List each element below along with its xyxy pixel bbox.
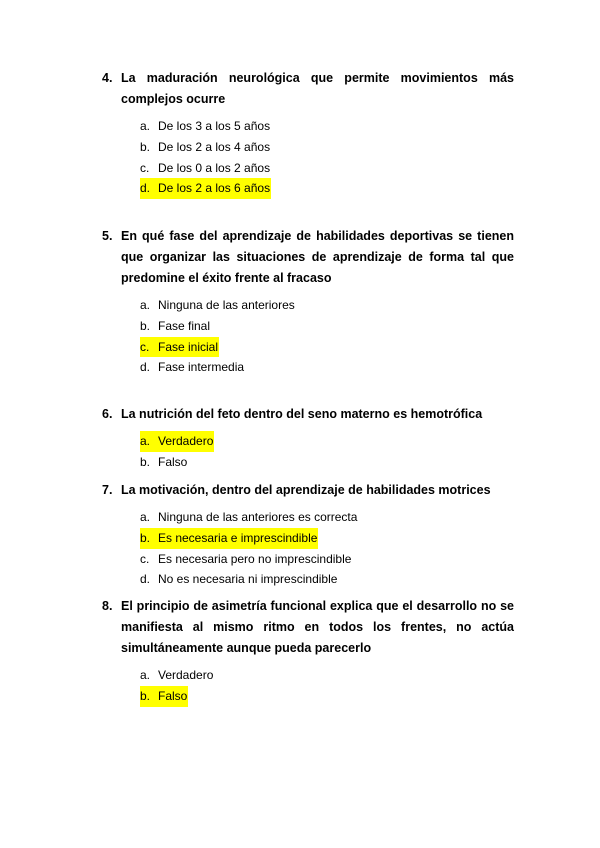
option-text: Es necesaria e imprescindible xyxy=(158,530,318,545)
option-text: Fase intermedia xyxy=(158,360,245,375)
option-letter: c. xyxy=(140,339,150,354)
answer-option-c xyxy=(140,549,514,570)
answer-option-b xyxy=(140,452,514,473)
answer-options xyxy=(102,116,514,199)
question-text: La nutrición del feto dentro del seno materno es hemotrófica xyxy=(121,407,483,421)
option-letter: d. xyxy=(140,360,151,375)
option-text: No es necesaria ni imprescindible xyxy=(158,572,338,587)
answer-option-a xyxy=(140,116,514,137)
option-text: Es necesaria pero no imprescindible xyxy=(158,551,352,566)
option-letter: c. xyxy=(140,551,150,566)
question-number: 7. xyxy=(102,483,113,497)
option-letter: a. xyxy=(140,298,151,312)
question-number: 8. xyxy=(102,599,113,613)
option-text: Verdadero xyxy=(158,434,214,448)
option-letter: a. xyxy=(140,668,151,682)
question-text: La maduración neurológica que permite movimientos más complejos ocurre xyxy=(121,71,514,106)
answer-option-a xyxy=(140,507,514,528)
option-text: Falso xyxy=(158,454,188,469)
question-stem xyxy=(102,226,514,289)
option-text: Verdadero xyxy=(158,668,214,682)
question-6 xyxy=(102,404,514,473)
answer-option-d-highlighted xyxy=(140,178,514,199)
option-text: De los 0 a los 2 años xyxy=(158,160,271,175)
question-text: El principio de asimetría funcional explica que el desarrollo no se manifiesta al mismo ritmo en todos los frentes, no actúa simultáneamente aunque pueda parecerlo xyxy=(121,599,514,655)
answer-option-a-highlighted xyxy=(140,431,514,452)
highlight-mark xyxy=(140,686,188,707)
question-4 xyxy=(102,68,514,199)
answer-option-c xyxy=(140,158,514,179)
answer-option-b xyxy=(140,137,514,158)
option-letter: b. xyxy=(140,688,151,703)
option-letter: b. xyxy=(140,318,151,333)
question-7 xyxy=(102,480,514,590)
option-text: Ninguna de las anteriores xyxy=(158,298,295,312)
option-letter: d. xyxy=(140,181,151,196)
answer-option-a xyxy=(140,665,514,686)
option-text: Fase final xyxy=(158,318,211,333)
question-text: En qué fase del aprendizaje de habilidades deportivas se tienen que organizar las situaciones de aprendizaje de forma tal que predomine el éxito frente al fracaso xyxy=(121,229,514,285)
answer-option-a xyxy=(140,295,514,316)
option-text: De los 3 a los 5 años xyxy=(158,119,271,133)
option-letter: a. xyxy=(140,510,151,524)
answer-option-b-highlighted xyxy=(140,686,514,707)
answer-option-d xyxy=(140,357,514,378)
option-letter: a. xyxy=(140,119,151,133)
option-text: De los 2 a los 6 años xyxy=(158,181,271,196)
question-8 xyxy=(102,596,514,707)
question-stem xyxy=(102,596,514,659)
answer-option-b xyxy=(140,316,514,337)
answer-option-d xyxy=(140,569,514,590)
question-stem xyxy=(102,480,514,501)
option-letter: d. xyxy=(140,572,151,587)
question-stem xyxy=(102,404,514,425)
option-letter: b. xyxy=(140,530,151,545)
answer-option-c-highlighted xyxy=(140,337,514,358)
option-letter: c. xyxy=(140,160,150,175)
answer-option-b-highlighted xyxy=(140,528,514,549)
option-letter: b. xyxy=(140,139,151,154)
question-number: 5. xyxy=(102,229,113,243)
highlight-mark xyxy=(140,178,271,199)
question-text: La motivación, dentro del aprendizaje de habilidades motrices xyxy=(121,483,491,497)
highlight-mark xyxy=(140,337,219,358)
answer-options xyxy=(102,665,514,707)
highlight-mark xyxy=(140,528,318,549)
question-5 xyxy=(102,226,514,378)
question-number: 4. xyxy=(102,71,113,85)
option-letter: b. xyxy=(140,454,151,469)
option-text: Fase inicial xyxy=(158,339,219,354)
highlight-mark xyxy=(140,431,214,452)
option-text: De los 2 a los 4 años xyxy=(158,139,271,154)
answer-options xyxy=(102,431,514,473)
question-number: 6. xyxy=(102,407,113,421)
option-letter: a. xyxy=(140,434,151,448)
question-stem xyxy=(102,68,514,110)
answer-options xyxy=(102,507,514,590)
option-text: Falso xyxy=(158,688,188,703)
answer-options xyxy=(102,295,514,378)
option-text: Ninguna de las anteriores es correcta xyxy=(158,510,358,524)
